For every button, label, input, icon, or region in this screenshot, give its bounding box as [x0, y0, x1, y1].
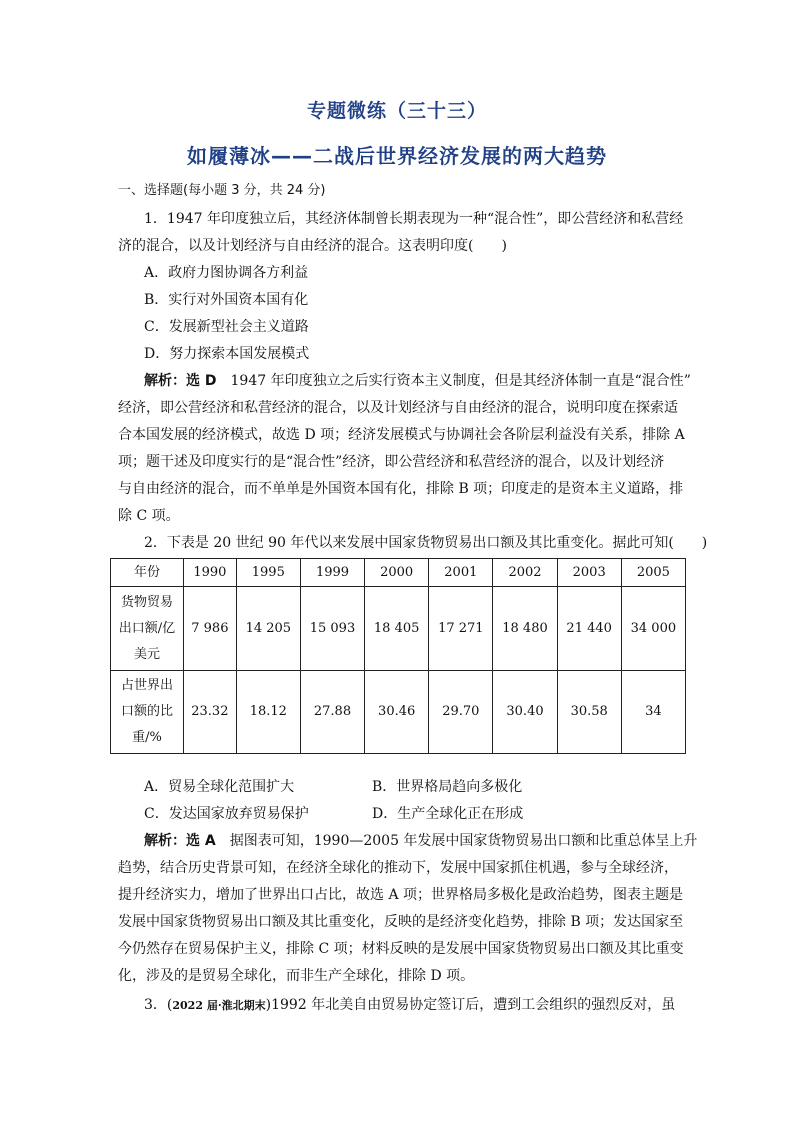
table-year-cell: 2001	[429, 559, 493, 587]
table-row1-label	[111, 587, 184, 670]
table-cell: 14 205	[236, 587, 300, 670]
q2-analysis-line2: 趋势，结合历史背景可知，在经济全球化的推动下，发展中国家抓住机遇，参与全球经济，	[118, 860, 678, 876]
q3-number: 3．(	[144, 997, 173, 1013]
row2-label-part: 重/%	[132, 729, 162, 745]
table-header-row	[111, 559, 686, 587]
table-cell: 15 093	[300, 587, 364, 670]
q2-analysis-line3: 提升经济实力，增加了世界出口占比，故选 A 项；世界格局多极化是政治趋势，图表主题是	[118, 887, 684, 903]
table-cell: 18 480	[493, 587, 557, 670]
table-year-cell: 2002	[493, 559, 557, 587]
table-cell: 7 986	[184, 587, 237, 670]
page-subtitle: 如履薄冰——二战后世界经济发展的两大趋势	[187, 144, 607, 168]
export-data-table	[110, 558, 686, 754]
q2-stem: 2．下表是 20 世纪 90 年代以来发展中国家货物贸易出口额及其比重变化。据此可知( )	[144, 535, 708, 551]
q1-option-c: C．发展新型社会主义道路	[144, 319, 309, 335]
q1-analysis-line6: 除 C 项。	[118, 508, 180, 524]
table-cell: 34 000	[621, 587, 685, 670]
table-year-cell: 2000	[365, 559, 429, 587]
table-cell: 29.70	[429, 670, 493, 753]
table-cell: 17 271	[429, 587, 493, 670]
q2-analysis-text1: 据图表可知，1990—2005 年发展中国家货物贸易出口额和比重总体呈上升	[229, 833, 698, 849]
section-heading: 一、选择题(每小题 3 分，共 24 分)	[118, 183, 326, 198]
table-cell: 27.88	[300, 670, 364, 753]
q3-text: )1992 年北美自由贸易协定签订后，遭到工会组织的强烈反对，虽	[265, 997, 676, 1013]
table-cell: 21 440	[557, 587, 621, 670]
table-row-world-share	[111, 670, 686, 753]
q2-analysis-line1	[144, 831, 704, 851]
table-header-label: 年份	[111, 559, 184, 587]
row2-label-part: 占世界出	[120, 677, 173, 693]
q1-option-b: B．实行对外国资本国有化	[144, 292, 309, 308]
q1-analysis-text1: 1947 年印度独立之后实行资本主义制度，但是其经济体制一直是“混合性”	[230, 373, 691, 389]
table-cell: 30.58	[557, 670, 621, 753]
table-cell: 18 405	[365, 587, 429, 670]
row1-label-part: 货物贸易	[120, 594, 173, 610]
q1-analysis-line1	[144, 371, 704, 391]
q2-option-c: C．发达国家放弃贸易保护	[144, 806, 309, 822]
q2-analysis-line6: 化，涉及的是贸易全球化，而非生产全球化，排除 D 项。	[118, 968, 475, 984]
table-cell: 30.40	[493, 670, 557, 753]
q1-stem-line1: 1．1947 年印度独立后，其经济体制曾长期表现为一种“混合性”，即公营经济和私营经	[144, 211, 684, 227]
table-year-cell: 1990	[184, 559, 237, 587]
q1-analysis-line2: 经济，即公营经济和私营经济的混合，以及计划经济与自由经济的混合，说明印度在探索适	[118, 400, 678, 416]
row2-label-part: 口额的比	[120, 703, 173, 719]
table-row-export-value	[111, 587, 686, 670]
q2-analysis-line4: 发展中国家货物贸易出口额及其比重变化，反映的是经济变化趋势，排除 B 项；发达国家至	[118, 914, 684, 930]
q1-analysis-lead: 解析：选 D	[144, 373, 217, 389]
q3-stem	[144, 995, 704, 1016]
q3-source: 2022 届·淮北期末	[172, 999, 266, 1012]
table-year-cell: 1995	[236, 559, 300, 587]
table-year-cell: 2003	[557, 559, 621, 587]
table-year-cell: 2005	[621, 559, 685, 587]
q1-stem-line2: 济的混合，以及计划经济与自由经济的混合。这表明印度( )	[118, 238, 507, 254]
row1-label-part: 美元	[133, 646, 160, 662]
q1-analysis-line3: 合本国发展的经济模式，故选 D 项；经济发展模式与协调社会各阶层利益没有关系，排除 A	[118, 427, 685, 443]
q2-analysis-line5: 今仍然存在贸易保护主义，排除 C 项；材料反映的是发展中国家货物贸易出口额及其比重变	[118, 941, 684, 957]
q1-option-d: D．努力探索本国发展模式	[144, 346, 310, 362]
q1-option-a: A．政府力图协调各方利益	[144, 265, 309, 281]
table-cell: 23.32	[184, 670, 237, 753]
table-year-cell: 1999	[300, 559, 364, 587]
q2-option-a: A．贸易全球化范围扩大	[144, 779, 295, 795]
page-title: 专题微练（三十三）	[306, 100, 487, 122]
table-cell: 34	[621, 670, 685, 753]
q2-analysis-lead: 解析：选 A	[144, 833, 216, 849]
table-cell: 18.12	[236, 670, 300, 753]
row1-label-part: 出口额/亿	[118, 620, 176, 636]
q2-option-d: D．生产全球化正在形成	[372, 806, 524, 822]
table-cell: 30.46	[365, 670, 429, 753]
q2-option-b: B．世界格局趋向多极化	[372, 779, 523, 795]
table-row2-label	[111, 670, 184, 753]
q1-analysis-line4: 项；题干述及印度实行的是“混合性”经济，即公营经济和私营经济的混合，以及计划经济	[118, 454, 665, 470]
q1-analysis-line5: 与自由经济的混合，而不单单是外国资本国有化，排除 B 项；印度走的是资本主义道路，排	[118, 481, 684, 497]
